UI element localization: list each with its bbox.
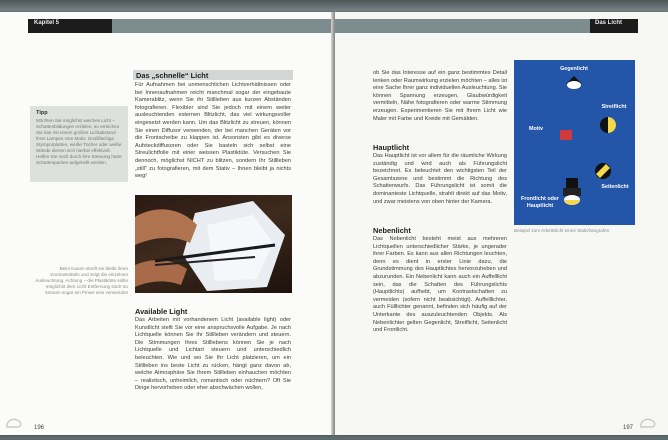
- left-page: [0, 12, 333, 435]
- diagram-caption: Beispiel zum Arbeitslicht eines Stativfotografen: [514, 228, 610, 233]
- section-title-available-light: Available Light: [135, 307, 188, 316]
- tip-box: [30, 106, 128, 182]
- motiv-object-icon: [560, 130, 572, 140]
- section-body-nebenlicht: Das Nebenlicht besteht meist aus mehreren Lichtquellen unterschiedlicher Stärke, je ungerader ihrer Farben. Es kann aus allen Richtungen leuchten, denn es dient in erster Linie dazu, die Grundstimmung des Hauptlichtes hervorzuheben und abzurunden. Ein Nebenlicht kann auch ein Auffelllicht sein, das die Schatten des Führungslichts (Hauptlichts) aufhebt, um Kontrastschatten zu vermeiden (sofern nicht beabsichtigt). Auffelllichter, auch Fülllichter genannt, befinden sich häufig auf der Unterkante des auszuleuchtenden Objekts. Als Nebenlichter gelten Gegenlicht, Streiflicht, Seitenlicht und Frontlicht.: [373, 236, 507, 334]
- left-header-band: [112, 19, 333, 33]
- right-corner-logo: [638, 416, 660, 430]
- section-body-hauptlicht: Das Hauptlicht ist vor allem für die räumliche Wirkung zuständig und wird auch als Führungslicht bezeichnet. Es beleuchtet den wichtigsten Teil der Gesamtszene und bestimmt die Richtung des Schattenwurfs. Das Führungslicht ist somit die dominanteste Lichtquelle, strahlt direkt auf das Motiv, und zwar meistens von oben hinter der Kamera.: [373, 153, 507, 205]
- right-running-header: [590, 19, 638, 33]
- photo-caption: Beim Kauen streift sie bleibt ihren Kontrastnitteln und zeigt die einzelnen Ausleuchtung. Achtung – die Plastiktüte sollte möglichst dem Licht Entfernung sind! So können sogar ein Pinsel sein verwendet!: [35, 266, 128, 295]
- right-header-band: [335, 19, 590, 33]
- gegenlicht-lamp-icon: [562, 74, 586, 92]
- left-corner-logo: [4, 416, 26, 430]
- section-title-schnelles-licht: Das „schnelle“ Licht: [136, 71, 209, 80]
- right-page-number: 197: [623, 425, 634, 431]
- section-title-nebenlicht: Nebenlicht: [373, 226, 411, 235]
- lighting-diagram: [514, 60, 635, 225]
- upper-hand: [135, 209, 197, 245]
- section-body-available-light: Das Arbeiten mit vorhandenem Licht (available light) oder Kunstlicht stellt Sie vor eine anspruchsvolle Aufgabe. Je nach Lichtquelle können Sie Ihr Stillleben verändern und steuern. Die Stimmungen Ihres Stilllebens können Sie je nach Lichtquelle und Lichtart steuern und unterschiedlich beleuchten. Wie und wo Sie Ihr Licht platzieren, um ein Stillleben ins beste Licht zu rücken, hängt ganz davon ab, welche Atmosphäre Sie Ihrem Stillleben einhauchen möchten – realistisch, unheimlich, romantisch oder nüchtern? Oft Sie Dinge hervorheben oder eher abschwächen wollen,: [135, 317, 291, 392]
- section-body-schnelles-licht: Für Aufnahmen bei unmenschlichen Lichtverhältnissen oder bei Innenaufnahmen reicht manchmal sogar der eingebaute Kamerablitz, wenn Sie ihr Stillleben aus kurzen Abständen fotografieren. Flexibler sind Sie jedoch mit einem weiter ausleuchtenden externen Blitzlicht, das viel wirkungsvoller eingesetzt werden kann. Um das Blitzlicht zu streuen, können Sie einen Diffusor verwenden, der bei manchen Geräten vor die Frontscheibe zu klappen ist. Ansonsten gibt es diverse Aufsteckdiffusoren oder Sie basteln sich selbst eine Streulichtfolie mit einer weissen Plastiktüte. Versuchen Sie dennoch, möglichst NICHT zu blitzen, sondern Ihr Stillleben „still“ zu fotografieren, mit dem Stativ – Ihnen bleibt ja nichts weg!: [135, 82, 291, 180]
- tip-text: Möchten Sie möglichst weiches Licht – Schattenbildungen erzielen, so erreichen Sie das mit einem großen Lichtabstand Ihrer Lampen vom Motiv. Großflächige Styroporplatten, weiße Tücher oder weiße Wände dienen sich hierbei effektvoll. Helfen Sie noch durch ihre Streuung harte Schattenpartien aufgehellt werden.: [36, 118, 122, 165]
- right-intro-body: ob Sie das Interesse auf ein ganz bestimmtes Detail lenken oder Raumwirkung erzielen möchten – alles ist eine Sache Ihrer ganz individuellen Ausleuchtung. Sie können Spannung erzeugen, Glaubwürdigkeit vermitteln, Nähe fotografieren oder warme Stimmung erzeugen. Experimentieren Sie mit Ihrem Licht wie Maler mit Farbe und Kreide mit Gemälden.: [373, 70, 508, 122]
- seitenlicht-lamp-icon: [592, 160, 614, 182]
- label-seitenlicht: Seitenlicht: [601, 184, 629, 190]
- photo-illustration: [135, 195, 292, 293]
- section-title-hauptlicht: Hauptlicht: [373, 143, 410, 152]
- tip-title: Tipp: [36, 110, 48, 116]
- streiflicht-lamp-icon: [596, 112, 620, 138]
- left-page-number: 196: [34, 425, 45, 431]
- right-header-label: Das Licht: [595, 20, 623, 26]
- label-gegenlicht: Gegenlicht: [560, 66, 588, 72]
- left-header-label: Kapitel 5: [34, 20, 60, 26]
- left-running-header: [28, 19, 112, 33]
- label-motiv: Motiv: [528, 126, 544, 132]
- label-frontlicht-hauptlicht: Frontlicht oder Hauptlicht: [520, 196, 560, 209]
- label-streiflicht: Streiflicht: [601, 104, 627, 110]
- photo-scissors-cutting-paper: [135, 195, 292, 293]
